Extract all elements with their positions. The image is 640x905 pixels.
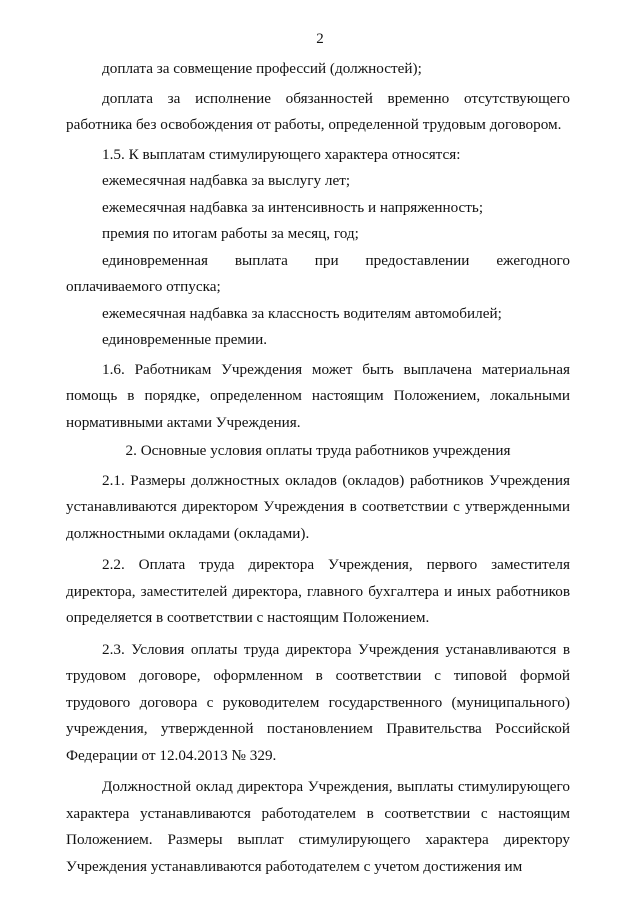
paragraph: ежемесячная надбавка за интенсивность и напряженность; — [102, 198, 484, 216]
page-number: 2 — [316, 31, 324, 47]
paragraph: единовременная выплата при предоставлении ежегодного оплачиваемого отпуска; — [66, 251, 570, 295]
section-heading: 2. Основные условия оплаты труда работников учреждения — [125, 442, 511, 459]
paragraph: 1.5. К выплатам стимулирующего характера относятся: — [102, 145, 461, 163]
paragraph: доплата за совмещение профессий (должностей); — [102, 60, 422, 77]
paragraph: единовременные премии. — [102, 331, 268, 348]
paragraph: ежемесячная надбавка за классность водителям автомобилей; — [102, 304, 502, 322]
paragraph: 1.6. Работникам Учреждения может быть выплачена материальная помощь в порядке, определенном настоящим Положением, локальными нормативными актами Учреждения. — [66, 360, 570, 431]
paragraph: премия по итогам работы за месяц, год; — [102, 225, 359, 242]
document-body — [66, 56, 570, 880]
paragraph: 2.1. Размеры должностных окладов (окладов) работников Учреждения устанавливаются директором Учреждения в соответствии с утвержденными должностными окладами (окладами). — [66, 471, 570, 542]
paragraph: ежемесячная надбавка за выслугу лет; — [102, 172, 351, 189]
paragraph: 2.2. Оплата труда директора Учреждения, первого заместителя директора, заместителей директора, главного бухгалтера и иных работников определяется в соответствии с настоящим Положением. — [66, 556, 570, 626]
paragraph: 2.3. Условия оплаты труда директора Учреждения устанавливаются в трудовом договоре, оформленном в соответствии с типовой формой трудового договора с руководителем государственного (муниципального) учреждения, утвержденной постановлением Правительства Российской Федерации от 12.04.2013 № 329. — [66, 640, 570, 764]
paragraph: доплата за исполнение обязанностей временно отсутствующего работника без освобождения от работы, определенной трудовым договором. — [66, 89, 570, 133]
paragraph: Должностной оклад директора Учреждения, выплаты стимулирующего характера устанавливаются работодателем в соответствии с настоящим Положением. Размеры выплат стимулирующего характера директору Учреждения устанавливаются работодателем с учетом достижения им — [66, 778, 570, 875]
